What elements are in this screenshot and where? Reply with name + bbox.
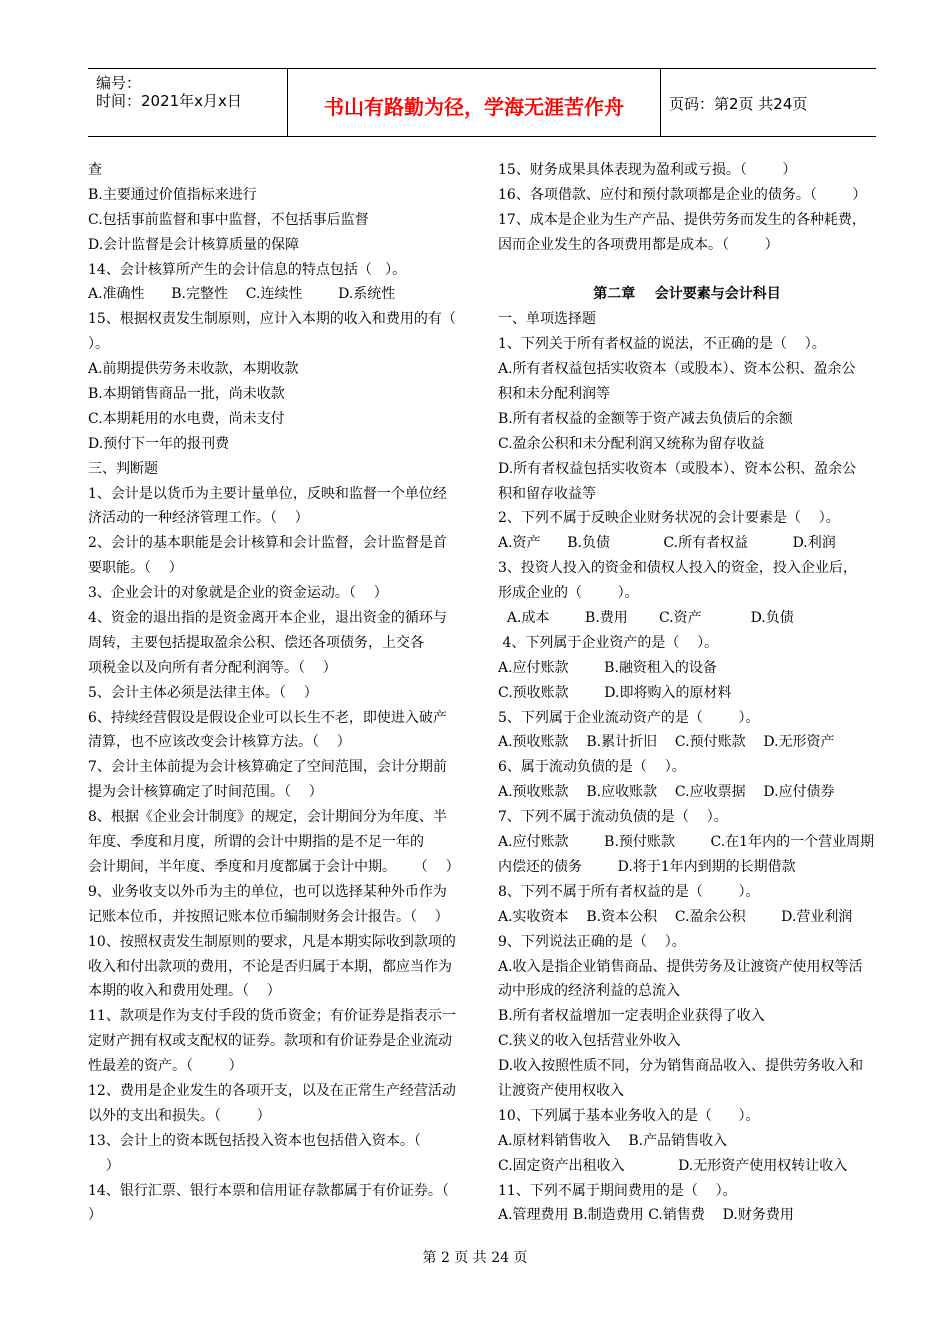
header-motto-cell	[288, 69, 661, 136]
text-line: C.盈余公积和未分配利润又统称为留存收益	[498, 435, 765, 452]
document-time-label: 时间：2021年x月x日	[96, 92, 242, 110]
text-line: ）。	[88, 336, 109, 353]
text-line: 要职能。（ ）	[88, 560, 183, 577]
page-footer: 第 2 页 共 24 页	[422, 1250, 528, 1266]
text-line: C.狭义的收入包括营业外收入	[498, 1033, 681, 1050]
text-line: ）	[88, 1207, 102, 1224]
text-line: C.包括事前监督和事中监督，不包括事后监督	[88, 211, 369, 228]
text-line: A.预收账款 B.应收账款 C.应收票据 D.应付债券	[498, 784, 835, 801]
text-line: 11、款项是作为支付手段的货币资金；有价证券是指表示一	[88, 1008, 456, 1025]
text-line: 以外的支出和损失。（ ）	[88, 1107, 271, 1124]
text-line: 3、企业会计的对象就是企业的资金运动。（ ）	[88, 585, 388, 602]
text-line: 4、下列属于企业资产的是（ ）。	[498, 634, 719, 651]
text-line: 12、费用是企业发生的各项开支，以及在正常生产经营活动	[88, 1082, 456, 1099]
text-line: 收入和付出款项的费用，不论是否归属于本期，都应当作为	[88, 958, 452, 975]
text-line: 年度、季度和月度，所谓的会计中期指的是不足一年的	[88, 834, 424, 851]
text-line: 形成企业的（ ）。	[498, 585, 639, 602]
text-line: A.管理费用 B.制造费用 C.销售费 D.财务费用	[498, 1207, 794, 1224]
text-line: B.所有者权益的金额等于资产减去负债后的余额	[498, 410, 793, 427]
text-line: A.预收账款 B.累计折旧 C.预付账款 D.无形资产	[498, 734, 835, 751]
text-line: A.实收资本 B.资本公积 C.盈余公积 D.营业利润	[498, 908, 853, 925]
text-line: 13、会计上的资本既包括投入资本也包括借入资本。（	[88, 1132, 421, 1149]
text-line: 定财产拥有权或支配权的证券。款项和有价证券是企业流动	[88, 1033, 452, 1050]
text-line: 10、下列属于基本业务收入的是（ ）。	[498, 1107, 760, 1124]
text-line: D.所有者权益包括实收资本（或股本）、资本公积、盈余公	[498, 460, 857, 477]
text-line: D.会计监督是会计核算质量的保障	[88, 236, 300, 253]
text-line: B.主要通过价值指标来进行	[88, 186, 257, 203]
text-line: 项税金以及向所有者分配利润等。（ ）	[88, 659, 337, 676]
text-line: D.收入按照性质不同，分为销售商品收入、提供劳务收入和	[498, 1058, 864, 1075]
text-line: 周转，主要包括提取盈余公积、偿还各项债务，上交各	[88, 634, 424, 651]
text-line: 7、下列不属于流动负债的是（ ）。	[498, 809, 728, 826]
text-line: A.准确性 B.完整性 C.连续性 D.系统性	[88, 286, 396, 303]
text-line: 因而企业发生的各项费用都是成本。（ ）	[498, 236, 779, 253]
text-line: B.所有者权益增加一定表明企业获得了收入	[498, 1008, 765, 1025]
text-line: 本期的收入和费用处理。（ ）	[88, 983, 281, 1000]
text-line: 15、财务成果具体表现为盈利或亏损。（ ）	[498, 162, 797, 178]
text-line: 查	[88, 162, 102, 178]
header-page-cell	[661, 69, 876, 136]
text-line: 17、成本是企业为生产产品、提供劳务而发生的各种耗费，	[498, 211, 866, 228]
text-line: 5、会计主体必须是法律主体。（ ）	[88, 684, 318, 701]
text-line: 8、根据《企业会计制度》的规定，会计期间分为年度、半	[88, 809, 447, 826]
text-line: 积和未分配利润等	[498, 386, 610, 403]
text-line: 会计期间，半年度、季度和月度都属于会计中期。 （ ）	[88, 858, 460, 875]
text-line: 16、各项借款、应付和预付款项都是企业的债务。（ ）	[498, 186, 867, 203]
text-line: 积和留存收益等	[498, 485, 596, 502]
text-line: 8、下列不属于所有者权益的是（ ）。	[498, 883, 760, 900]
text-line: A.前期提供劳务未收款，本期收款	[88, 361, 299, 378]
text-line: 2、下列不属于反映企业财务状况的会计要素是（ ）。	[498, 510, 840, 527]
left-column	[88, 158, 462, 1228]
page-header	[88, 68, 876, 137]
text-line: A.原材料销售收入 B.产品销售收入	[498, 1132, 728, 1149]
text-line: 1、下列关于所有者权益的说法，不正确的是（ ）。	[498, 336, 826, 353]
text-line: A.应付账款 B.预付账款 C.在1年内的一个营业周期	[498, 834, 875, 851]
text-line: 6、属于流动负债的是（ ）。	[498, 759, 686, 776]
text-line: C.本期耗用的水电费，尚未支付	[88, 410, 285, 427]
text-line: A.收入是指企业销售商品、提供劳务及让渡资产使用权等活	[498, 958, 863, 975]
text-line: 15、根据权责发生制原则，应计入本期的收入和费用的有（	[88, 311, 456, 328]
text-line: 清算，也不应该改变会计核算方法。（ ）	[88, 734, 351, 751]
text-line: 5、下列属于企业流动资产的是（ ）。	[498, 709, 760, 726]
text-line: 提为会计核算确定了时间范围。（ ）	[88, 784, 323, 801]
text-line: 10、按照权责发生制原则的要求，凡是本期实际收到款项的	[88, 933, 456, 950]
text-line: 2、会计的基本职能是会计核算和会计监督，会计监督是首	[88, 535, 447, 552]
document-number-label: 编号：	[96, 74, 142, 92]
text-line: 性最差的资产。（ ）	[88, 1058, 243, 1075]
text-line: 9、业务收支以外币为主的单位，也可以选择某种外币作为	[88, 883, 447, 900]
text-line: A.资产 B.负债 C.所有者权益 D.利润	[498, 535, 836, 552]
text-line: 14、银行汇票、银行本票和信用证存款都属于有价证券。（	[88, 1182, 449, 1199]
text-line: B.本期销售商品一批，尚未收款	[88, 386, 285, 403]
text-line: 3、投资人投入的资金和债权人投入的资金，投入企业后，	[498, 560, 857, 577]
header-page-number: 页码：第2页 共24页	[669, 95, 808, 113]
text-line: 动中形成的经济利益的总流入	[498, 983, 680, 1000]
header-info-cell	[88, 69, 288, 136]
right-column	[498, 158, 876, 1228]
text-line: 三、判断题	[88, 460, 158, 477]
text-line: D.预付下一年的报刊费	[88, 435, 230, 452]
chapter-heading: 第二章 会计要素与会计科目	[593, 286, 781, 303]
text-line: 内偿还的债务 D.将于1年内到期的长期借款	[498, 858, 796, 875]
text-line: 记账本位币，并按照记账本位币编制财务会计报告。（ ）	[88, 908, 449, 925]
text-line: 7、会计主体前提为会计核算确定了空间范围，会计分期前	[88, 759, 447, 776]
text-line: 11、下列不属于期间费用的是（ ）。	[498, 1182, 737, 1199]
text-line: 6、持续经营假设是假设企业可以长生不老，即使进入破产	[88, 709, 447, 726]
text-line: 4、资金的退出指的是资金离开本企业，退出资金的循环与	[88, 610, 447, 627]
text-line: A.所有者权益包括实收资本（或股本）、资本公积、盈余公	[498, 361, 856, 378]
text-line: 1、会计是以货币为主要计量单位，反映和监督一个单位经	[88, 485, 447, 502]
text-line: 一、单项选择题	[498, 311, 596, 328]
text-line: 9、下列说法正确的是（ ）。	[498, 933, 686, 950]
text-line: ）	[88, 1157, 120, 1174]
text-line: 14、会计核算所产生的会计信息的特点包括（ ）。	[88, 261, 407, 278]
text-line: A.成本 B.费用 C.资产 D.负债	[498, 610, 794, 627]
text-line: C.固定资产出租收入 D.无形资产使用权转让收入	[498, 1157, 848, 1174]
text-line: 济活动的一种经济管理工作。（ ）	[88, 510, 309, 527]
text-line: 让渡资产使用权收入	[498, 1082, 624, 1099]
text-line: C.预收账款 D.即将购入的原材料	[498, 684, 732, 701]
text-line: A.应付账款 B.融资租入的设备	[498, 659, 717, 676]
header-motto: 书山有路勤为径，学海无涯苦作舟	[324, 95, 624, 119]
text-line	[498, 258, 876, 283]
